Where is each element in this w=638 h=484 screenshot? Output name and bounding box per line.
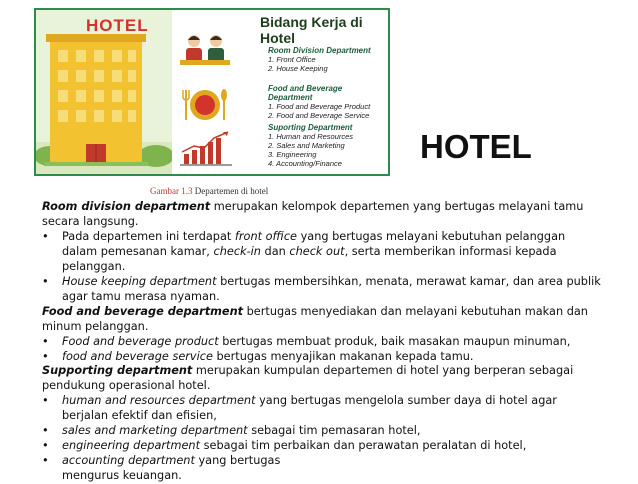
supporting-section bbox=[268, 123, 353, 168]
item-text: bertugas membuat produk, baik masakan maupun minuman, bbox=[218, 334, 571, 348]
growth-chart-icon bbox=[180, 130, 236, 166]
term-italic: Food and beverage product bbox=[62, 334, 219, 348]
term-italic: sales and marketing department bbox=[62, 424, 248, 438]
bullet-icon: • bbox=[42, 439, 49, 453]
paragraph-food-beverage bbox=[42, 305, 602, 335]
item-text: mengurus keuangan. bbox=[62, 469, 182, 483]
section-item: 1. Front Office bbox=[268, 55, 316, 64]
item-text: sebagai tim pemasaran hotel, bbox=[247, 424, 421, 438]
paragraph-text: merupakan kelompok departemen yang bertugas melayani tamu secara langsung. bbox=[42, 200, 584, 228]
section-item: 2. Sales and Marketing bbox=[268, 141, 345, 150]
hotel-illustration bbox=[36, 10, 172, 174]
bullet-icon: • bbox=[42, 394, 49, 408]
item-text: , serta memberikan informasi kepada pelanggan. bbox=[62, 244, 557, 273]
bullet-icon: • bbox=[42, 424, 49, 438]
term-bold: Room division department bbox=[42, 200, 211, 213]
bullet-icon: • bbox=[42, 274, 49, 288]
content-body bbox=[42, 200, 602, 484]
paragraph-supporting bbox=[42, 364, 602, 394]
term-italic: engineering department bbox=[62, 439, 201, 453]
section-heading: Room Division Department bbox=[268, 46, 371, 55]
section-item: 3. Engineering bbox=[268, 150, 317, 159]
caption-label: Gambar 1.3 bbox=[150, 186, 193, 196]
item-text: dan bbox=[260, 244, 290, 258]
item-text: bertugas menyajikan makanan kepada tamu. bbox=[212, 349, 474, 363]
departments-panel bbox=[172, 10, 388, 174]
paragraph-room-division bbox=[42, 200, 602, 230]
term-italic: accounting department bbox=[62, 454, 195, 468]
term-italic: food and beverage service bbox=[62, 349, 213, 363]
list-item bbox=[42, 230, 602, 275]
term-italic: human and resources department bbox=[62, 394, 256, 408]
bullet-icon: • bbox=[42, 454, 49, 468]
term-italic: check-in bbox=[213, 244, 261, 258]
bullet-icon: • bbox=[42, 334, 49, 348]
section-heading: Food and Beverage Department bbox=[268, 84, 343, 102]
item-text: yang bertugas melayani kebutuhan pelanggan dalam pemesanan kamar, bbox=[62, 229, 566, 258]
section-item: 4. Accounting/Finance bbox=[268, 159, 342, 168]
section-heading: Suporting Department bbox=[268, 123, 353, 132]
bullet-icon: • bbox=[42, 349, 49, 363]
caption-text: Departemen di hotel bbox=[194, 186, 269, 196]
page-title: HOTEL bbox=[420, 128, 532, 165]
list-item bbox=[42, 439, 602, 454]
item-text: yang bertugas bbox=[194, 454, 281, 468]
paragraph-text: bertugas menyediakan dan melayani kebutuhan makan dan minum pelanggan. bbox=[42, 304, 588, 333]
item-text: Pada departemen ini terdapat bbox=[62, 229, 235, 243]
term-bold: Supporting department bbox=[42, 364, 193, 378]
term-italic: House keeping department bbox=[62, 274, 217, 288]
food-plate-icon bbox=[180, 86, 230, 124]
list-item bbox=[42, 335, 602, 350]
figure-caption bbox=[150, 186, 268, 196]
paragraph-text: merupakan kumpulan departemen di hotel yang berperan sebagai pendukung operasional hotel. bbox=[42, 364, 574, 393]
section-item: 2. House Keeping bbox=[268, 64, 328, 73]
list-item bbox=[42, 454, 602, 484]
room-division-section bbox=[268, 46, 371, 73]
hotel-sign: HOTEL bbox=[86, 16, 149, 35]
figure-title: Bidang Kerja di Hotel bbox=[260, 14, 363, 46]
food-beverage-section bbox=[268, 84, 388, 120]
hotel-departments-figure bbox=[34, 8, 390, 176]
staff-people-icon bbox=[180, 32, 230, 66]
section-item: 1. Human and Resources bbox=[268, 132, 354, 141]
section-item: 2. Food and Beverage Service bbox=[268, 111, 370, 120]
item-text: sebagai tim perbaikan dan perawatan peralatan di hotel, bbox=[200, 439, 527, 453]
bullet-icon: • bbox=[42, 229, 49, 243]
list-item bbox=[42, 424, 602, 439]
list-item bbox=[42, 350, 602, 365]
term-italic: front office bbox=[234, 229, 297, 243]
item-text: bertugas membersihkan, menata, merawat kamar, dan area publik agar tamu merasa nyaman. bbox=[62, 274, 601, 303]
list-item bbox=[42, 394, 602, 424]
term-bold: Food and beverage department bbox=[42, 304, 244, 318]
section-item: 1. Food and Beverage Product bbox=[268, 102, 371, 111]
list-item bbox=[42, 275, 602, 305]
term-italic: check out bbox=[289, 244, 345, 258]
item-text: yang bertugas mengelola sumber daya di hotel agar berjalan efektif dan efisien, bbox=[62, 394, 557, 423]
